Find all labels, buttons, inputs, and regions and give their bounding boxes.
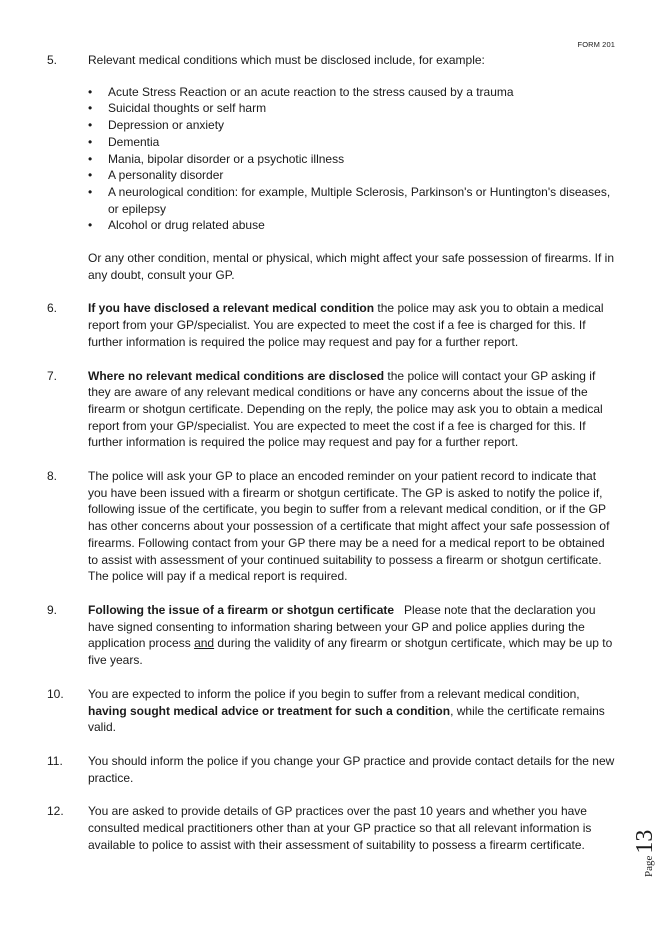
list-item: • Alcohol or drug related abuse xyxy=(88,217,616,234)
list-item: • Mania, bipolar disorder or a psychotic illness xyxy=(88,151,616,168)
page-label: Page xyxy=(643,855,655,877)
list-item: • Acute Stress Reaction or an acute reaction to the stress caused by a trauma xyxy=(88,84,616,101)
section-number: 10. xyxy=(47,686,64,701)
page-indicator xyxy=(632,830,659,877)
section-6-text xyxy=(88,300,616,350)
section-number: 6. xyxy=(47,301,58,316)
list-item: • Suicidal thoughts or self harm xyxy=(88,100,616,117)
conditions-list xyxy=(88,84,616,234)
section-number: 7. xyxy=(47,368,58,383)
section-12 xyxy=(0,803,662,853)
section-9-heading: Following the issue of a firearm or shotgun certificate xyxy=(88,602,395,617)
section-8-text: The police will ask your GP to place an encoded reminder on your patient record to indicate that you have been issued with a firearm or shotgun certificate. The GP is asked to notify the police if, following issue of the certificate, you begin to suffer from a relevant medical condition, or if the GP has other concerns about your possession of a certificate that might affect your safe possession of firearms. Following contact from your GP there may be a need for a medical report to be obtained to assist with assessment of your continued suitability to possess a firearm or shotgun certificate. The police will pay if a medical report is required. xyxy=(88,469,610,584)
section-8 xyxy=(0,468,662,585)
section-7 xyxy=(0,368,662,452)
page-number: 13 xyxy=(632,829,658,854)
list-item: • A neurological condition: for example, Multiple Sclerosis, Parkinson's or Huntington's diseases, or epilepsy xyxy=(88,184,616,217)
section-number: 9. xyxy=(47,602,58,617)
document-body xyxy=(0,52,662,870)
form-number: FORM 201 xyxy=(577,40,615,49)
section-10-body-a: You are expected to inform the police if you begin to suffer from a relevant medical condition, xyxy=(88,686,580,701)
section-6 xyxy=(0,300,662,350)
section-7-text xyxy=(88,368,616,452)
section-number: 12. xyxy=(47,804,64,819)
section-12-text: You are asked to provide details of GP practices over the past 10 years and whether you have consulted medical practitioners other than at your GP practice so that all relevant information is available to police to assist with their assessment of suitability to possess a firearm certificate. xyxy=(88,804,592,852)
section-9-body-a: Please note that the declaration you have signed consenting to information sharing between your GP and police applies during the application process xyxy=(88,602,599,651)
section-number: 11. xyxy=(47,753,63,768)
section-11 xyxy=(0,753,662,786)
section-5-intro: Relevant medical conditions which must be disclosed include, for example: xyxy=(88,53,485,67)
section-7-heading: Where no relevant medical conditions are disclosed xyxy=(88,368,385,383)
list-item: • A personality disorder xyxy=(88,167,616,184)
section-6-heading: If you have disclosed a relevant medical condition xyxy=(88,301,375,316)
section-9 xyxy=(0,602,662,669)
section-5 xyxy=(0,52,662,283)
section-10-emphasis: having sought medical advice or treatment for such a condition xyxy=(88,703,451,718)
section-9-body-b: during the validity of any firearm or shotgun certificate, which may be up to five years. xyxy=(88,636,616,668)
section-10-text xyxy=(88,686,616,736)
section-6-body: the police may ask you to obtain a medical report from your GP/specialist. You are expected to meet the cost if a fee is charged for this. If further information is required the police may request and pay for a further report. xyxy=(88,301,604,349)
list-item: • Dementia xyxy=(88,134,616,151)
list-item: • Depression or anxiety xyxy=(88,117,616,134)
section-number: 5. xyxy=(47,53,58,67)
section-9-text xyxy=(88,602,616,669)
section-number: 8. xyxy=(47,469,58,484)
section-10-body-b: , while the certificate remains valid. xyxy=(88,703,605,735)
section-10 xyxy=(0,686,662,736)
section-7-body: the police will contact your GP asking if they are aware of any relevant medical conditions or have any concerns about the issue of the firearm or shotgun certificate. Depending on the reply, the police may ask you to obtain a medical report from your GP/specialist. You are expected to meet the cost if a fee is charged for this. If further information is required the police may request and pay for a further report. xyxy=(88,368,603,450)
section-11-text: You should inform the police if you change your GP practice and provide contact details for the new practice. xyxy=(88,753,615,785)
section-5-outro: Or any other condition, mental or physical, which might affect your safe possession of firearms. If in any doubt, consult your GP. xyxy=(88,251,615,282)
section-9-emphasis: and xyxy=(194,636,215,651)
